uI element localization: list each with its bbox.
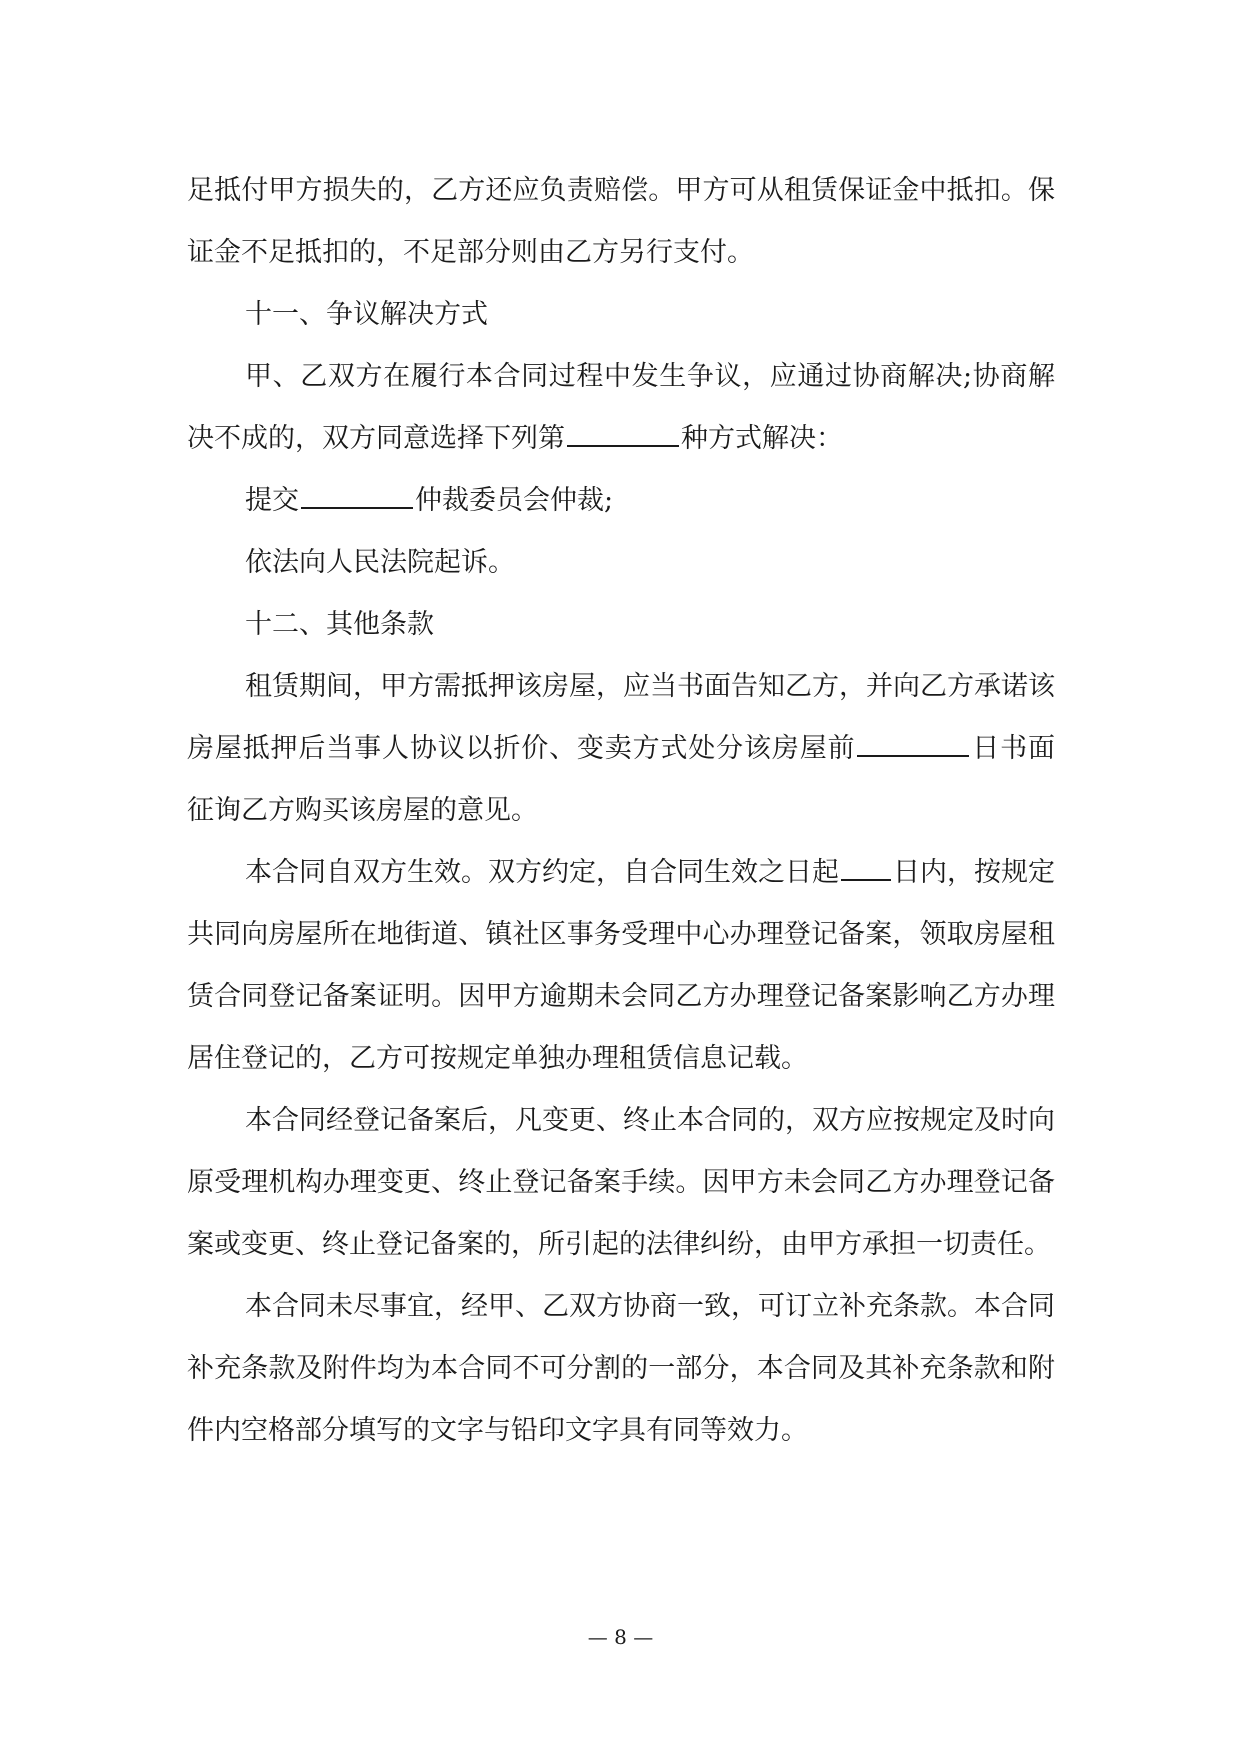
paragraph-text: 日书面征询乙方购买该房屋的意见。 — [187, 733, 1056, 826]
section-heading-11 — [187, 284, 1055, 346]
paragraph-registration-clause — [187, 842, 1055, 1090]
page-number: — 8 — — [587, 1625, 654, 1649]
paragraph-text: 依法向人民法院起诉。 — [245, 547, 515, 578]
paragraph-text: 甲、乙双方在履行本合同过程中发生争议，应通过协商解决;协商解决不成的，双方同意选择下列第 — [187, 361, 1055, 454]
section-heading-text: 十一、争议解决方式 — [245, 299, 488, 330]
fill-in-blank-days-registration[interactable] — [841, 853, 891, 881]
paragraph-text: 本合同未尽事宜，经甲、乙双方协商一致，可订立补充条款。本合同补充条款及附件均为本合同不可分割的一部分，本合同及其补充条款和附件内空格部分填写的文字与铅印文字具有同等效力。 — [187, 1291, 1055, 1446]
paragraph-change-termination — [187, 1090, 1055, 1276]
paragraph-arbitration-option — [187, 470, 1055, 532]
fill-in-blank-method[interactable] — [567, 419, 679, 447]
paragraph-mortgage-clause — [187, 656, 1055, 842]
paragraph-text: 租赁期间，甲方需抵押该房屋，应当书面告知乙方，并向乙方承诺该房屋抵押后当事人协议以折价、变卖方式处分该房屋前 — [187, 671, 1055, 764]
document-body — [187, 160, 1055, 1462]
paragraph-court-option — [187, 532, 1055, 594]
paragraph-text: 提交 — [245, 485, 299, 516]
paragraph-text: 日内，按规定共同向房屋所在地街道、镇社区事务受理中心办理登记备案，领取房屋租赁合同登记备案证明。因甲方逾期未会同乙方办理登记备案影响乙方办理居住登记的，乙方可按规定单独办理租赁信息记载。 — [187, 857, 1055, 1074]
paragraph-text: 仲裁委员会仲裁; — [415, 485, 614, 516]
paragraph-supplementary-terms — [187, 1276, 1055, 1462]
section-heading-text: 十二、其他条款 — [245, 609, 434, 640]
paragraph-dispute-resolution — [187, 346, 1055, 470]
paragraph-text: 本合同经登记备案后，凡变更、终止本合同的，双方应按规定及时向原受理机构办理变更、终止登记备案手续。因甲方未会同乙方办理登记备案或变更、终止登记备案的，所引起的法律纠纷，由甲方承担一切责任。 — [187, 1105, 1055, 1260]
paragraph-continued-compensation — [187, 160, 1055, 284]
fill-in-blank-arbitration-committee[interactable] — [301, 481, 413, 509]
paragraph-text: 种方式解决： — [681, 423, 843, 454]
paragraph-text: 本合同自双方生效。双方约定，自合同生效之日起 — [245, 857, 839, 888]
section-heading-12 — [187, 594, 1055, 656]
fill-in-blank-days-notice[interactable] — [857, 729, 969, 757]
paragraph-text: 足抵付甲方损失的，乙方还应负责赔偿。甲方可从租赁保证金中抵扣。保证金不足抵扣的，不足部分则由乙方另行支付。 — [187, 175, 1055, 268]
